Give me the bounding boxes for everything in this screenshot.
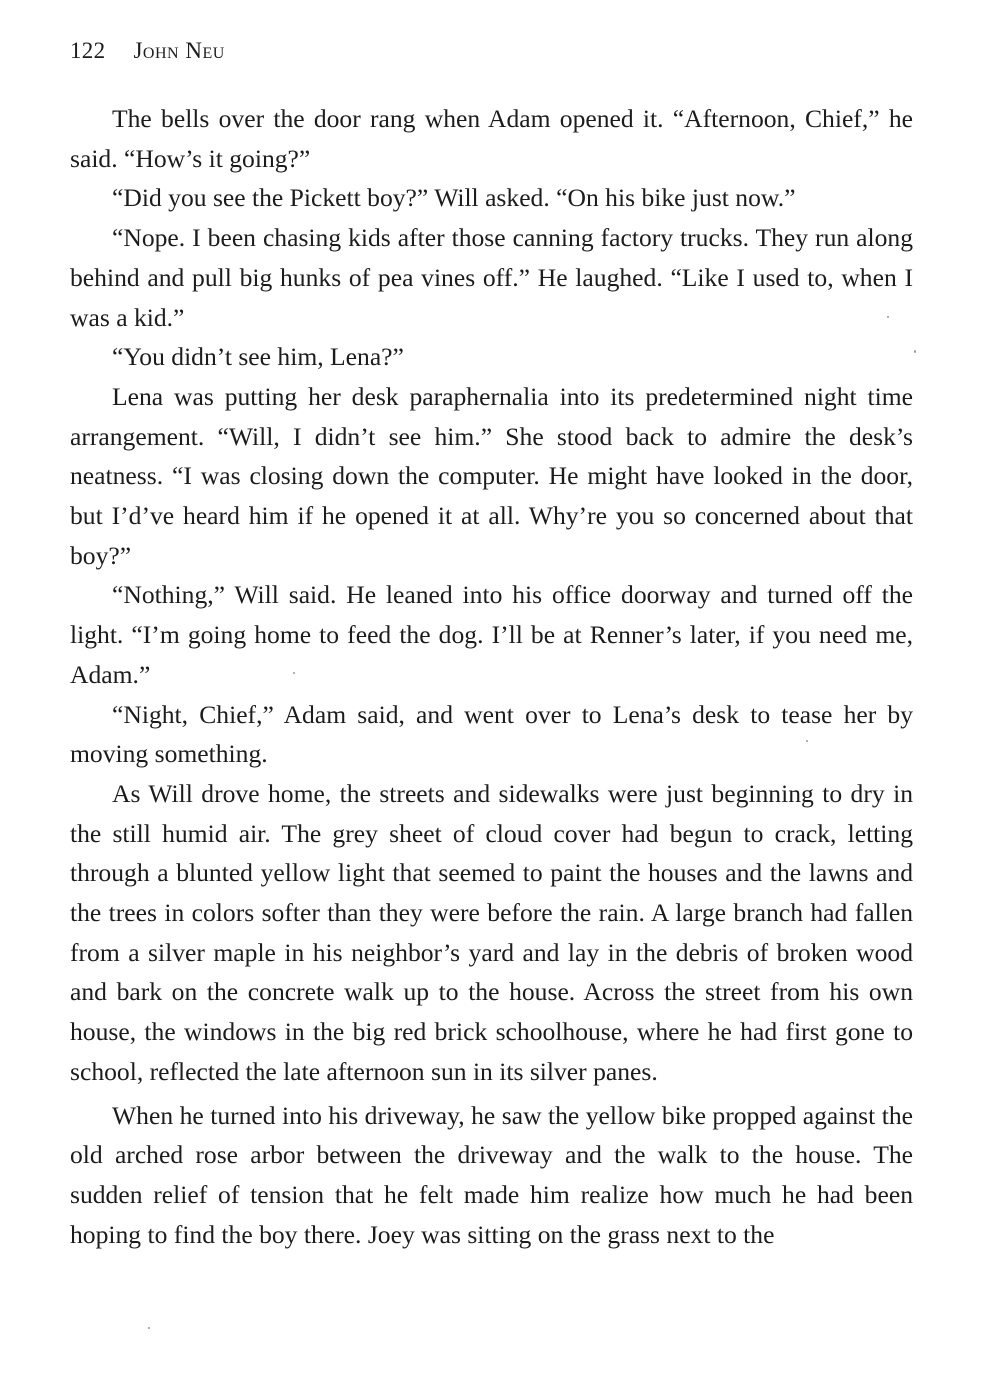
- scan-speck: [293, 672, 295, 674]
- paragraph: Lena was putting her desk paraphernalia into its predetermined night time arrangement. “Will, I didn’t see him.” She stood back to admire the desk’s neatness. “I was closing down the computer. He might have looked in the door, but I’d’ve heard him if he opened it at all. Why’re you so concerned about that boy?”: [70, 381, 913, 570]
- scan-speck: [887, 316, 889, 318]
- paragraph: “Nothing,” Will said. He leaned into his office doorway and turned off the light. “I’m going home to feed the dog. I’ll be at Renner’s later, if you need me, Adam.”: [70, 580, 913, 689]
- paragraph: When he turned into his driveway, he saw the yellow bike propped against the old arched rose arbor between the driveway and the walk to the house. The sudden relief of tension that he felt made him realize how much he had been hoping to find the boy there. Joey was sitting on the grass next to the: [70, 1100, 913, 1249]
- paragraph: “Nope. I been chasing kids after those canning factory trucks. They run along behind and pull big hunks of pea vines off.” He laughed. “Like I used to, when I was a kid.”: [70, 223, 913, 332]
- body-text: [70, 99, 913, 1254]
- page-number: 122: [70, 38, 106, 63]
- scan-speck: [806, 740, 808, 742]
- paragraph: “Did you see the Pickett boy?” Will asked. “On his bike just now.”: [112, 183, 796, 213]
- paragraph: “Night, Chief,” Adam said, and went over to Lena’s desk to tease her by moving something.: [70, 699, 913, 769]
- page-header: [70, 38, 225, 64]
- paragraph: As Will drove home, the streets and sidewalks were just beginning to dry in the still humid air. The grey sheet of cloud cover had begun to crack, letting through a blunted yellow light that seemed to paint the houses and the lawns and the trees in colors softer than they were before the rain. A large branch had fallen from a silver maple in his neighbor’s yard and lay in the debris of broken wood and bark on the concrete walk up to the house. Across the street from his own house, the windows in the big red brick schoolhouse, where he had first gone to school, reflected the late afternoon sun in its silver panes.: [70, 778, 913, 1086]
- scan-speck: [914, 350, 916, 353]
- running-head: John Neu: [133, 38, 225, 63]
- paragraph: “You didn’t see him, Lena?”: [112, 342, 404, 372]
- scan-speck: [148, 1327, 150, 1329]
- paragraph: The bells over the door rang when Adam opened it. “Afternoon, Chief,” he said. “How’s it going?”: [70, 104, 913, 173]
